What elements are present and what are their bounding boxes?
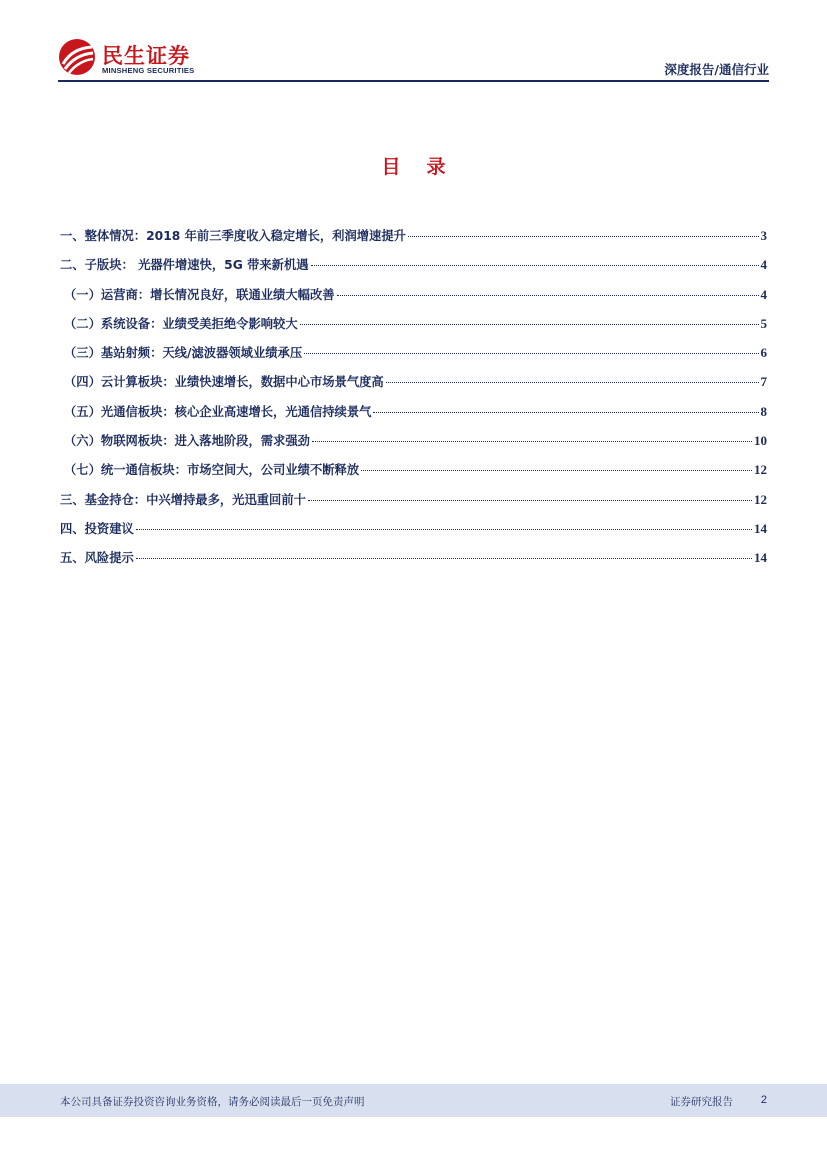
toc-entry-label: 二、子版块： 光器件增速快，5G 带来新机遇 [60, 258, 309, 273]
toc-entry[interactable] [60, 490, 767, 519]
toc-entry-page: 12 [754, 491, 767, 507]
toc-leader-dots [312, 441, 752, 442]
toc-entry-label: （四）云计算板块：业绩快速增长，数据中心市场景气度高 [64, 375, 384, 390]
toc-entry[interactable] [60, 431, 767, 460]
toc-entry-label: 五、风险提示 [60, 551, 134, 566]
toc-entry-page: 3 [760, 228, 767, 243]
toc-title: 目录 [381, 156, 472, 178]
toc-entry-label: （一）运营商：增长情况良好，联通业绩大幅改善 [64, 287, 335, 302]
toc-entry[interactable] [60, 226, 767, 255]
toc-leader-dots [361, 470, 752, 471]
toc-entry-page: 7 [760, 374, 767, 390]
toc-entry[interactable] [60, 460, 767, 489]
toc-entry-label: 一、整体情况：2018 年前三季度收入稳定增长，利润增速提升 [60, 229, 406, 243]
toc-entry[interactable] [60, 314, 767, 343]
toc-leader-dots [373, 412, 758, 413]
toc-entry-label: （五）光通信板块：核心企业高速增长，光通信持续景气 [64, 404, 372, 419]
toc-entry[interactable] [60, 285, 767, 314]
toc-entry[interactable] [60, 343, 767, 372]
toc-entry[interactable] [60, 402, 767, 431]
toc-leader-dots [311, 265, 759, 266]
toc-entry-label: （二）系统设备：业绩受美拒绝令影响较大 [64, 316, 298, 331]
toc-entry[interactable] [60, 548, 767, 577]
toc-entry-label: 三、基金持仓：中兴增持最多，光迅重回前十 [60, 492, 306, 507]
brand-name-cn: 民生证券 [102, 44, 190, 68]
toc-entry[interactable] [60, 372, 767, 401]
toc-entry-page: 6 [760, 345, 767, 361]
toc-entry-page: 14 [754, 520, 767, 536]
toc-entry-page: 8 [760, 403, 767, 419]
minsheng-logo-icon [58, 38, 96, 76]
header-divider [58, 80, 769, 82]
toc-entry-label: （三）基站射频：天线/滤波器领域业绩承压 [64, 346, 303, 361]
toc-leader-dots [386, 382, 759, 383]
page-footer [0, 1084, 827, 1117]
toc-entry-label: （七）统一通信板块：市场空间大，公司业绩不断释放 [64, 463, 360, 478]
toc-leader-dots [304, 353, 758, 354]
document-type: 深度报告/通信行业 [664, 62, 769, 77]
toc-entry-page: 10 [754, 433, 767, 449]
toc-entry-page: 5 [760, 315, 767, 331]
footer-disclaimer: 本公司具备证券投资咨询业务资格，请务必阅读最后一页免责声明 [60, 1096, 365, 1108]
toc-entry-page: 4 [760, 286, 767, 302]
toc-leader-dots [337, 295, 759, 296]
page-number: 2 [760, 1094, 767, 1106]
toc-entry-page: 12 [754, 462, 767, 478]
table-of-contents [60, 226, 767, 578]
toc-leader-dots [408, 236, 759, 237]
toc-entry-label: （六）物联网板块：进入落地阶段，需求强劲 [64, 434, 310, 449]
toc-leader-dots [136, 529, 752, 530]
brand-logo [58, 38, 218, 80]
toc-leader-dots [136, 558, 752, 559]
footer-report-label: 证券研究报告 [670, 1096, 733, 1108]
toc-entry-label: 四、投资建议 [60, 521, 134, 536]
toc-entry[interactable] [60, 519, 767, 548]
toc-leader-dots [300, 324, 759, 325]
toc-entry[interactable] [60, 255, 767, 284]
toc-leader-dots [308, 500, 752, 501]
toc-entry-page: 4 [760, 257, 767, 273]
toc-entry-page: 14 [754, 550, 767, 566]
brand-name-en: MINSHENG SECURITIES [102, 66, 195, 75]
